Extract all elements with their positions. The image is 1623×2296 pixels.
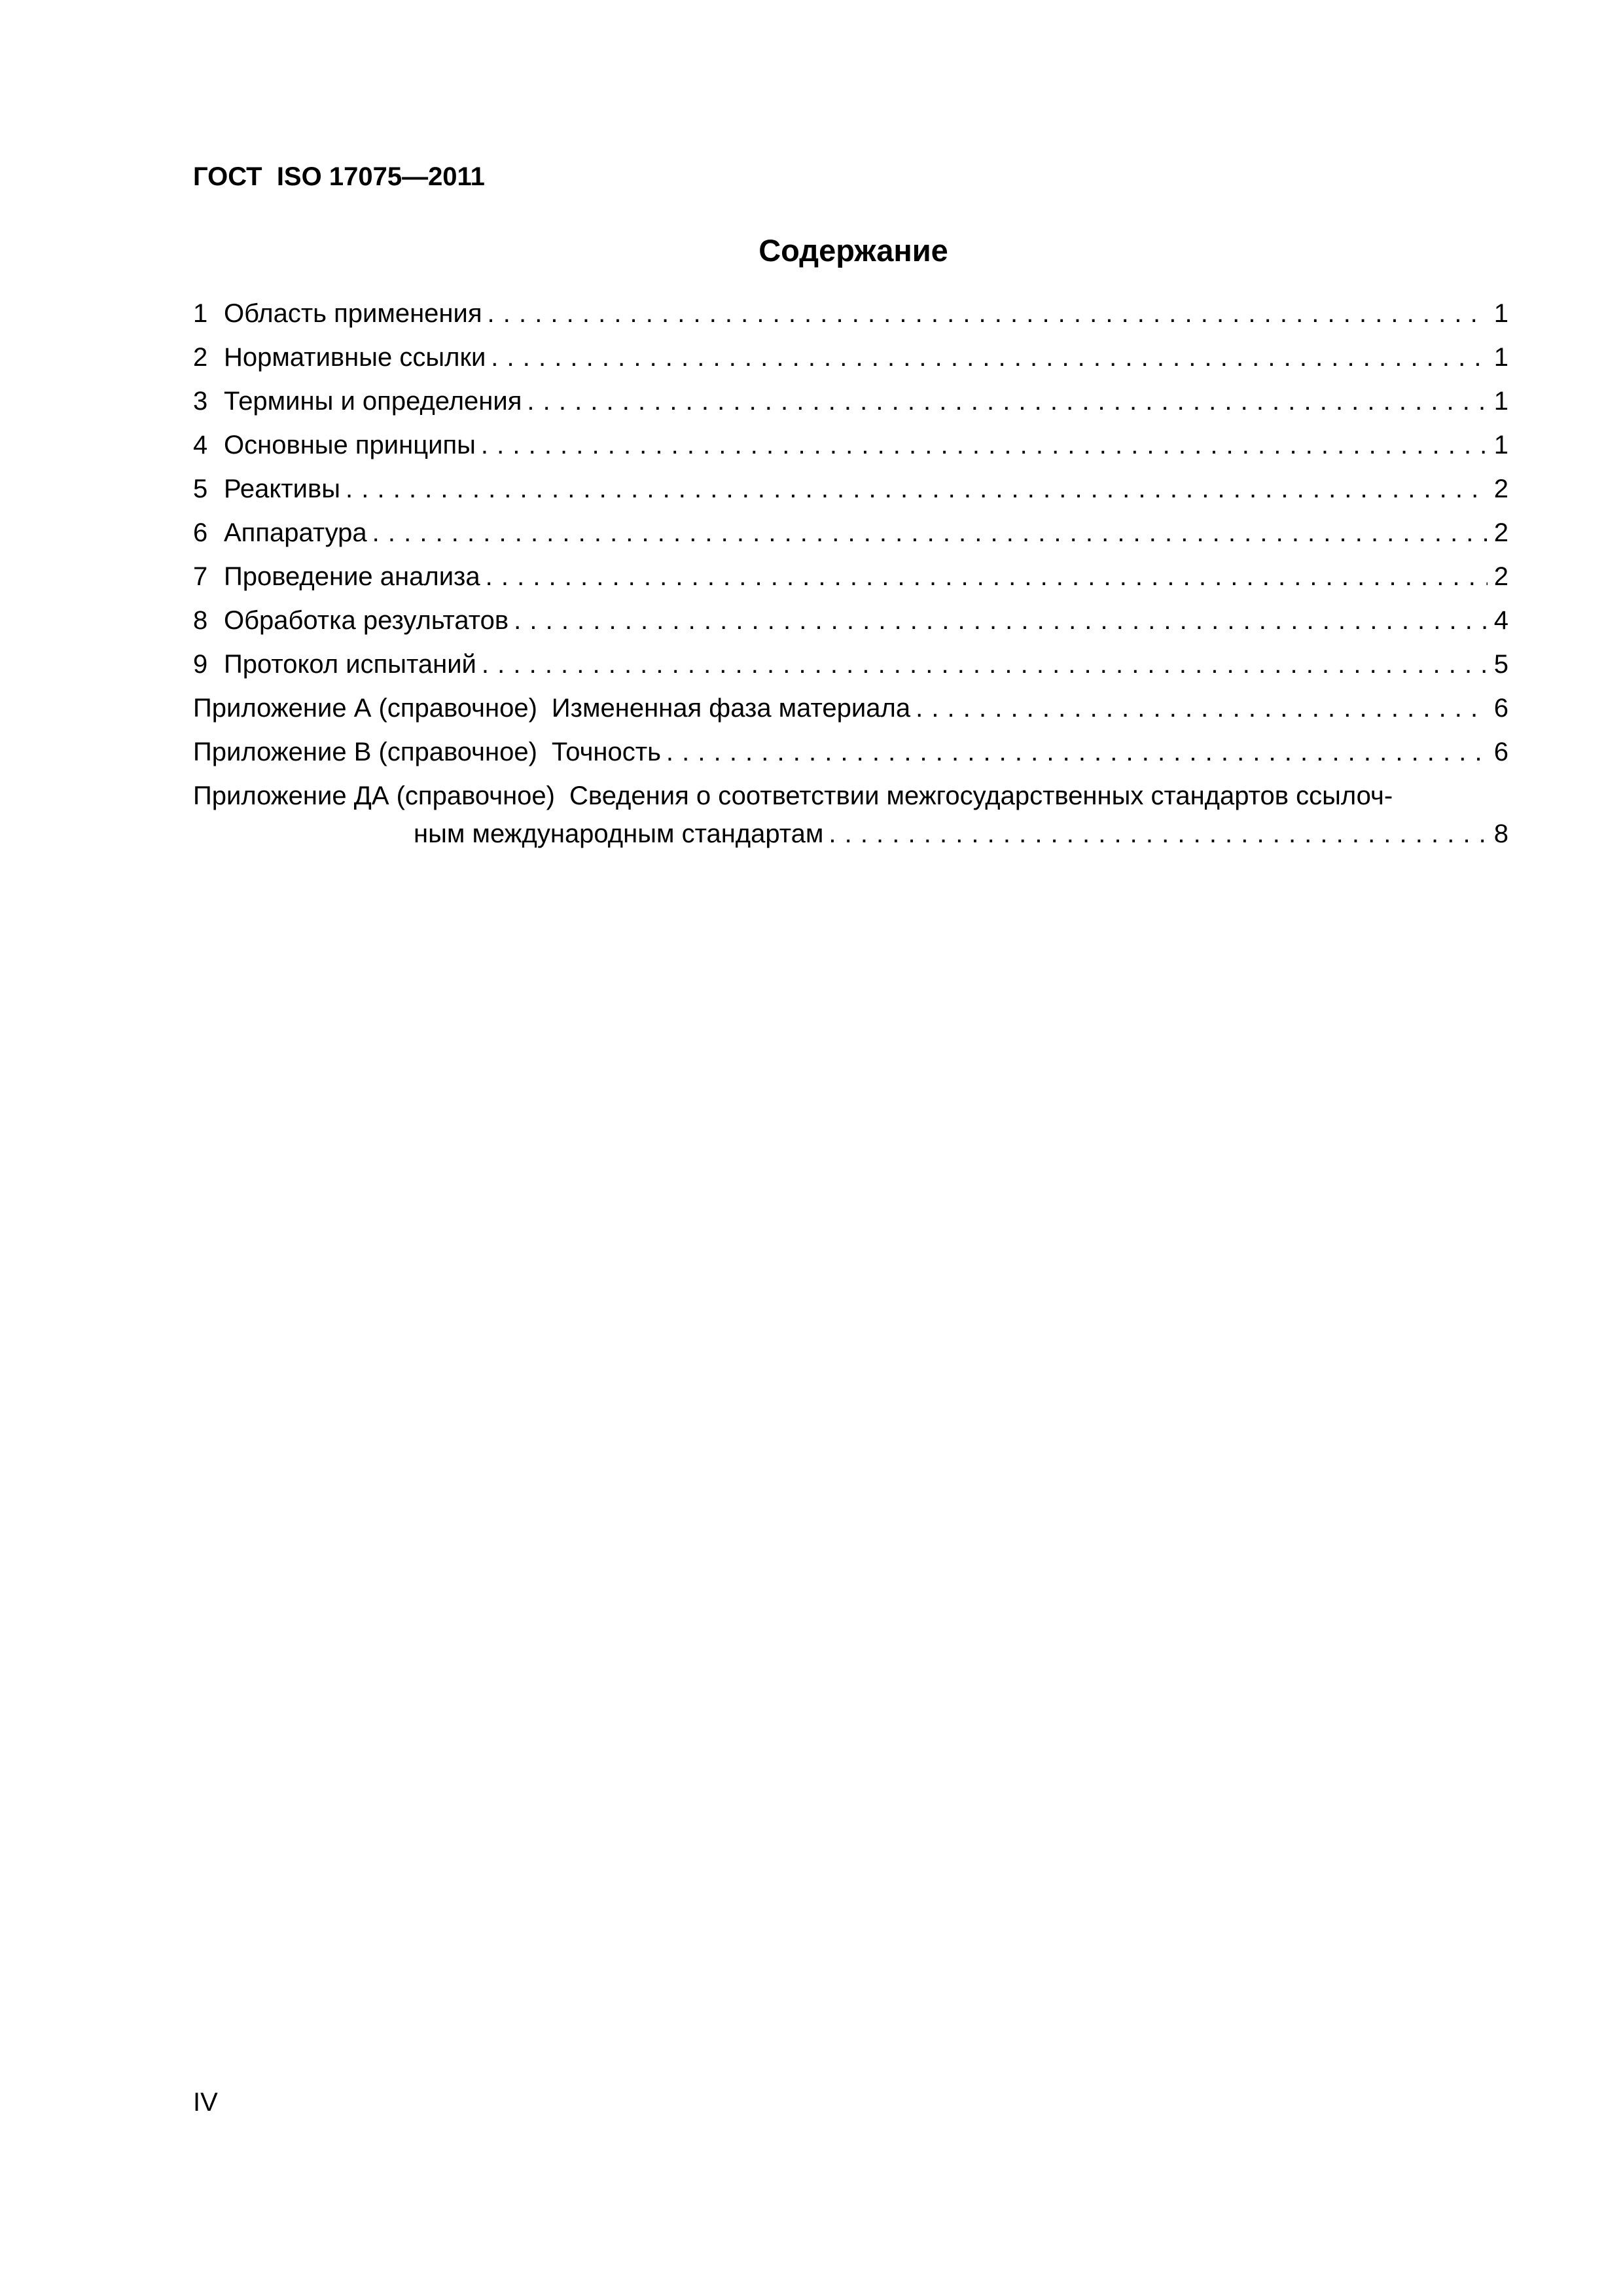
annex-description: Измененная фаза материала xyxy=(551,694,911,723)
toc-item[interactable] xyxy=(193,649,1508,692)
dot-leader xyxy=(514,605,1488,636)
toc-item-label xyxy=(193,517,367,548)
toc-annex-item[interactable] xyxy=(193,736,1508,780)
toc-item[interactable] xyxy=(193,473,1508,517)
table-of-contents xyxy=(193,298,1508,859)
page-title: Содержание xyxy=(758,233,948,268)
toc-item-label xyxy=(193,429,476,461)
toc-item-label xyxy=(193,561,480,592)
toc-annex-item[interactable] xyxy=(193,692,1508,736)
toc-item-title: Обработка результатов xyxy=(224,606,509,635)
toc-annex-item[interactable] xyxy=(193,780,1508,859)
toc-item-number: 1 xyxy=(193,299,208,328)
toc-item-number: 6 xyxy=(193,518,208,547)
toc-item-page: 1 xyxy=(1493,343,1508,372)
toc-item-page: 8 xyxy=(1493,819,1508,848)
toc-item[interactable] xyxy=(193,605,1508,649)
toc-item-page: 6 xyxy=(1493,738,1508,766)
toc-item-label xyxy=(193,298,482,329)
toc-annex-label xyxy=(193,692,910,724)
dot-leader xyxy=(666,736,1488,768)
page-number: IV xyxy=(193,2088,218,2117)
toc-item-page: 4 xyxy=(1493,606,1508,635)
toc-item-number: 7 xyxy=(193,562,208,591)
toc-annex-first-line xyxy=(193,780,1508,818)
toc-annex-continuation xyxy=(193,818,1508,859)
toc-item-label xyxy=(193,386,522,417)
dot-leader xyxy=(481,429,1488,461)
annex-description: Сведения о соответствии межгосударственных стандартов ссылоч- xyxy=(569,781,1393,810)
toc-item[interactable] xyxy=(193,298,1508,342)
toc-item-page: 1 xyxy=(1493,387,1508,416)
toc-item[interactable] xyxy=(193,342,1508,386)
toc-item-page: 2 xyxy=(1493,562,1508,591)
toc-item-title: Термины и определения xyxy=(224,387,522,416)
dot-leader xyxy=(482,649,1488,680)
dot-leader xyxy=(372,517,1488,548)
toc-item-number: 2 xyxy=(193,343,208,372)
annex-title: Приложение А (справочное) xyxy=(193,694,537,723)
toc-item-number: 5 xyxy=(193,475,208,503)
toc-item[interactable] xyxy=(193,517,1508,561)
toc-item-number: 4 xyxy=(193,431,208,459)
toc-item-title: Нормативные ссылки xyxy=(224,343,486,372)
annex-title: Приложение ДА (справочное) xyxy=(193,781,555,810)
dot-leader xyxy=(829,818,1488,850)
toc-annex-label xyxy=(193,736,661,768)
toc-item-title: Протокол испытаний xyxy=(224,650,476,679)
toc-item-label xyxy=(193,649,476,680)
dot-leader xyxy=(527,386,1488,417)
toc-item-title: Область применения xyxy=(224,299,482,328)
annex-description: Точность xyxy=(551,738,661,766)
toc-item-page: 2 xyxy=(1493,518,1508,547)
toc-item-number: 8 xyxy=(193,606,208,635)
dot-leader xyxy=(491,342,1488,373)
toc-item-page: 1 xyxy=(1493,299,1508,328)
toc-item[interactable] xyxy=(193,561,1508,605)
toc-item-label xyxy=(193,342,486,373)
toc-item-label xyxy=(193,605,508,636)
toc-item[interactable] xyxy=(193,386,1508,429)
toc-item-title: Основные принципы xyxy=(224,431,476,459)
toc-item-title: Реактивы xyxy=(224,475,341,503)
dot-leader xyxy=(488,298,1488,329)
toc-item-label xyxy=(193,473,340,505)
toc-item[interactable] xyxy=(193,429,1508,473)
toc-item-title: Проведение анализа xyxy=(224,562,480,591)
document-header: ГОСТ ISO 17075—2011 xyxy=(193,162,485,191)
toc-item-title: Аппаратура xyxy=(224,518,367,547)
toc-item-page: 2 xyxy=(1493,475,1508,503)
dot-leader xyxy=(916,692,1488,724)
annex-description-continued: ным международным стандартам xyxy=(414,819,824,848)
toc-item-page: 6 xyxy=(1493,694,1508,723)
toc-item-number: 3 xyxy=(193,387,208,416)
toc-item-page: 1 xyxy=(1493,431,1508,459)
dot-leader xyxy=(346,473,1488,505)
dot-leader xyxy=(486,561,1488,592)
toc-item-page: 5 xyxy=(1493,650,1508,679)
toc-item-number: 9 xyxy=(193,650,208,679)
annex-title: Приложение В (справочное) xyxy=(193,738,537,766)
